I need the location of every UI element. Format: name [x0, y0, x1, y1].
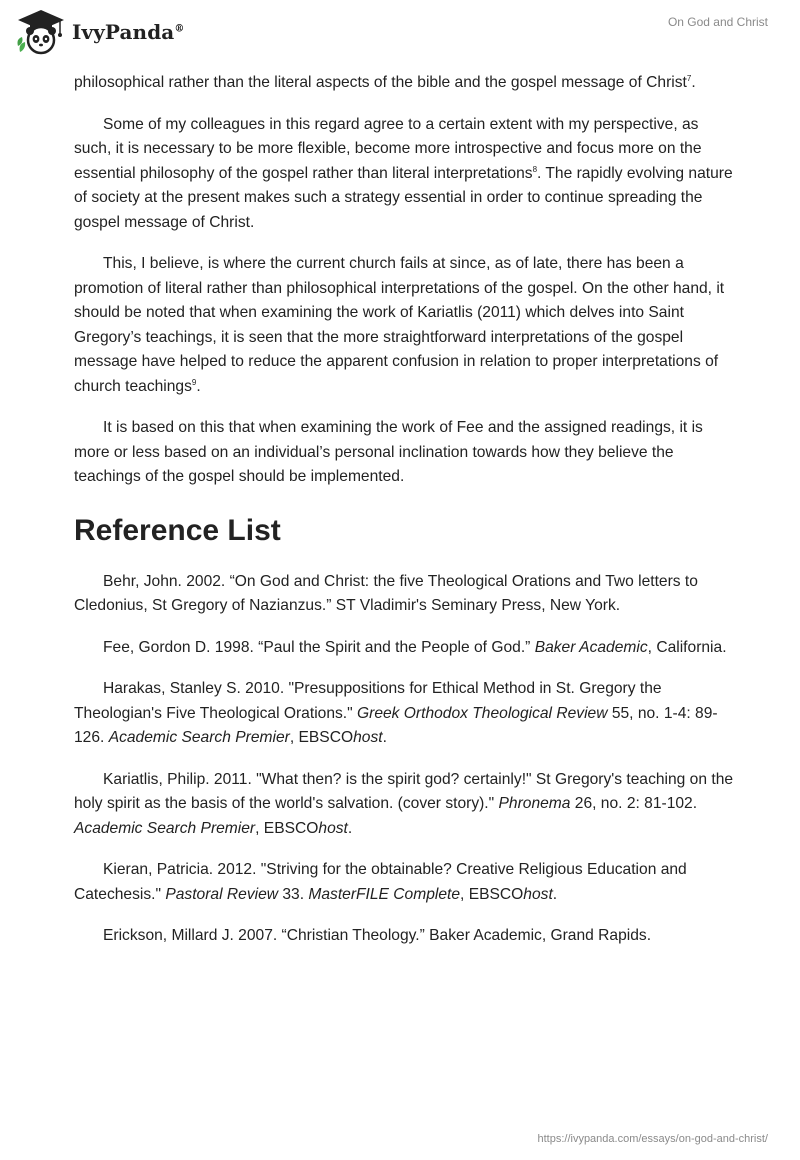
reference-harakas: [74, 677, 734, 751]
reference-kariatlis-database: Academic Search Premier: [74, 819, 256, 837]
paragraph-2-text: Some of my colleagues in this regard agree to a certain extent with my perspective, as such, it is necessary to be more flexible, become more introspective and focus more on the essential philosophy of the gospel rather than literal interpretations: [74, 115, 702, 182]
reference-kariatlis-ebsco: , EBSCO: [255, 819, 319, 837]
reference-harakas-host: host: [353, 729, 383, 746]
paragraph-1-end: .: [691, 74, 696, 91]
reference-harakas-end: .: [382, 729, 387, 746]
footnote-ref-9[interactable]: 9: [191, 377, 197, 387]
essay-content: [74, 71, 734, 966]
reference-kariatlis-issue: 26, no. 2: 81-102.: [570, 795, 698, 812]
paragraph-3-end: .: [196, 377, 201, 395]
reference-harakas-ebsco: , EBSCO: [289, 729, 354, 746]
reference-fee-end: , California.: [647, 638, 727, 656]
reference-harakas-issue: 55, no. 1-4: 89-126.: [74, 704, 718, 746]
reference-kariatlis-journal: Phronema: [498, 795, 571, 812]
reference-fee-publisher: Baker Academic: [534, 638, 648, 656]
reference-kieran-journal: Pastoral Review: [165, 885, 279, 903]
paragraph-1-text: philosophical rather than the literal aspects of the bible and the gospel message of Christ: [74, 74, 687, 91]
registered-mark: ®: [174, 23, 185, 35]
reference-fee-text: Fee, Gordon D. 1998. “Paul the Spirit and the People of God.”: [103, 638, 535, 656]
paragraph-4: It is based on this that when examining the work of Fee and the assigned readings, it is more or less based on an individual’s personal inclination towards how they believe the teachings of the gospel should be implemented.: [74, 419, 703, 485]
paragraph-2: [74, 113, 734, 236]
reference-harakas-journal: Greek Orthodox Theological Review: [357, 704, 608, 722]
reference-kieran-database: MasterFILE Complete: [308, 885, 461, 903]
reference-kieran: [74, 858, 734, 907]
reference-erickson: Erickson, Millard J. 2007. “Christian Theology.” Baker Academic, Grand Rapids.: [103, 927, 652, 944]
footnote-ref-7[interactable]: 7: [686, 73, 692, 83]
page-header: [0, 0, 800, 62]
graduation-panda-icon: [16, 8, 66, 56]
reference-kieran-text: Kieran, Patricia. 2012. "Striving for the obtainable? Creative Religious Education and Catechesis.": [74, 861, 687, 903]
reference-kieran-issue: 33.: [278, 885, 309, 903]
reference-list-heading: Reference List: [74, 513, 281, 547]
paragraph-3-text: This, I believe, is where the current church fails at since, as of late, there has been a promotion of literal rather than philosophical interpretations of the gospel. On the other hand, it should be noted that when examining the work of Kariatlis (2011) which delves into Saint Gregory’s teachings, it is seen that the more straightforward interpretations of the gospel message have helped to reduce the apparent confusion in relation to proper interpretations of church teachings: [74, 255, 725, 395]
reference-kariatlis-end: .: [347, 819, 353, 837]
reference-kieran-host: host: [523, 885, 553, 903]
brand-name: [72, 20, 184, 44]
paragraph-3: [74, 252, 734, 399]
reference-harakas-text: Harakas, Stanley S. 2010. "Presuppositions for Ethical Method in St. Gregory the Theologian's Five Theological Orations.": [74, 680, 662, 722]
document-title: On God and Christ: [667, 15, 768, 29]
ivypanda-logo[interactable]: [16, 8, 184, 56]
reference-kariatlis: [74, 768, 734, 842]
paragraph-2-end: . The rapidly evolving nature of society at the present makes such a strategy essential in order to continue spreading the gospel message of Christ.: [74, 164, 733, 231]
reference-kieran-ebsco: , EBSCO: [460, 885, 524, 903]
reference-fee: [74, 636, 734, 661]
source-url[interactable]: https://ivypanda.com/essays/on-god-and-christ/: [537, 1133, 768, 1145]
paragraph-1: [74, 71, 734, 96]
reference-kieran-end: .: [552, 885, 558, 903]
reference-behr: Behr, John. 2002. “On God and Christ: the five Theological Orations and Two letters to Cledonius, St Gregory of Nazianzus.” ST Vladimir's Seminary Press, New York.: [74, 572, 698, 614]
reference-kariatlis-host: host: [318, 819, 348, 837]
reference-harakas-database: Academic Search Premier: [108, 729, 290, 746]
footnote-ref-8[interactable]: 8: [532, 164, 538, 174]
brand-text: IvyPanda: [72, 20, 175, 44]
reference-kariatlis-text: Kariatlis, Philip. 2011. "What then? is the spirit god? certainly!" St Gregory's teaching on the holy spirit as the basis of the world's salvation. (cover story).": [74, 770, 734, 812]
reference-list: [74, 570, 734, 949]
